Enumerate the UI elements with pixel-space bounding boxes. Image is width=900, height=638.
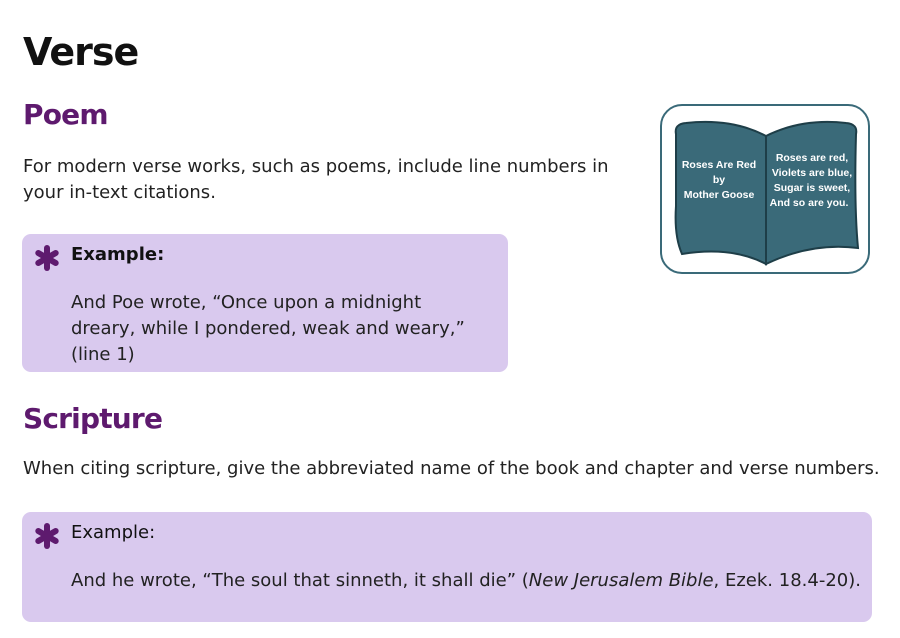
poem-heading: Poem	[23, 98, 108, 131]
book-left-line-1: Roses Are Red	[681, 159, 757, 171]
book-right-line-3: Sugar is sweet,	[773, 182, 851, 194]
scripture-description: When citing scripture, give the abbreviated name of the book and chapter and verse numbers.	[23, 458, 880, 479]
page-title: Verse	[23, 30, 139, 74]
book-right-line-2: Violets are blue,	[771, 167, 853, 179]
scripture-example-text-before: And he wrote, “The soul that sinneth, it shall die” (	[71, 570, 529, 591]
scripture-example-box	[22, 512, 872, 622]
book-left-line-2: by	[712, 174, 726, 186]
scripture-heading: Scripture	[23, 402, 163, 435]
poem-description: For modern verse works, such as poems, include line numbers in your in-text citations.	[23, 156, 609, 203]
poem-book-image	[660, 104, 870, 274]
scripture-example-label: Example:	[71, 522, 156, 543]
scripture-example-text	[71, 568, 861, 594]
scripture-example-source: New Jerusalem Bible	[528, 570, 714, 591]
scripture-example-text-after: , Ezek. 18.4-20).	[713, 570, 861, 591]
book-left-line-3: Mother Goose	[683, 189, 755, 201]
poem-example-box	[22, 234, 508, 372]
book-right-line-1: Roses are red,	[775, 152, 849, 164]
poem-example-text: And Poe wrote, “Once upon a midnight dreary, while I pondered, weak and weary,” (line 1)	[71, 292, 465, 365]
asterisk-icon	[34, 245, 60, 271]
open-book-icon	[662, 106, 868, 272]
asterisk-icon	[34, 523, 60, 549]
poem-example-label: Example:	[71, 244, 165, 265]
book-right-line-4: And so are you.	[769, 197, 849, 209]
